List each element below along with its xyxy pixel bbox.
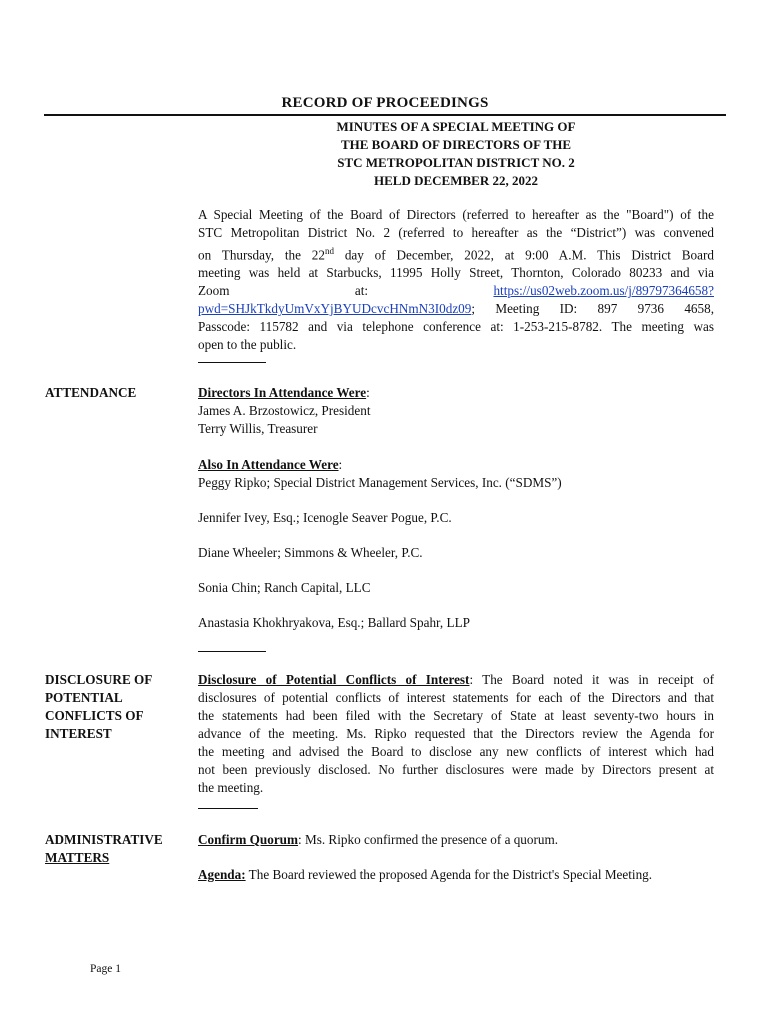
intro-text: ; Meeting ID: 897 9736 4658, bbox=[471, 301, 714, 317]
directors-heading-line: Directors In Attendance Were: bbox=[198, 385, 370, 400]
intro-line: STC Metropolitan District No. 2 (referred to hereafter as the “District”) was convened bbox=[198, 225, 714, 240]
director-entry: Terry Willis, Treasurer bbox=[198, 421, 318, 436]
intro-line: meeting was held at Starbucks, 11995 Holly Street, Thornton, Colorado 80233 and via bbox=[198, 265, 714, 281]
record-title: RECORD OF PROCEEDINGS bbox=[281, 95, 489, 111]
intro-paragraph bbox=[198, 206, 714, 354]
attendee-entry: Anastasia Khokhryakova, Esq.; Ballard Spahr, LLP bbox=[198, 615, 470, 630]
disclosure-label-line: POTENTIAL bbox=[45, 690, 123, 705]
disclosure-line: advance of the meeting. Ms. Ripko requested that the Directors review the Agenda for bbox=[198, 726, 714, 741]
disclosure-line: the meeting and advised the Board to disclose any new conflicts of interest which had bbox=[198, 744, 714, 759]
attendee-entry: Jennifer Ivey, Esq.; Icenogle Seaver Pogue, P.C. bbox=[198, 510, 452, 525]
attendance-label: ATTENDANCE bbox=[45, 385, 137, 400]
page-number: Page 1 bbox=[90, 963, 121, 975]
disclosure-section bbox=[198, 671, 714, 797]
intro-line: A Special Meeting of the Board of Directors (referred to hereafter as the "Board") of the bbox=[198, 207, 714, 222]
zoom-link-password[interactable]: pwd=SHJkTkdyUmVxYjBYUDcvcHNmN3I0dz09 bbox=[198, 301, 472, 317]
quorum-text: : Ms. Ripko confirmed the presence of a quorum. bbox=[298, 832, 559, 847]
disclosure-line: not been previously disclosed. No further disclosures were made by Directors present at bbox=[198, 762, 714, 777]
admin-label bbox=[45, 831, 195, 867]
disclosure-label-line: INTEREST bbox=[45, 726, 112, 741]
attendee-entry: Diane Wheeler; Simmons & Wheeler, P.C. bbox=[198, 545, 423, 560]
agenda-line bbox=[198, 866, 714, 884]
attendee-entry: Peggy Ripko; Special District Management Services, Inc. (“SDMS”) bbox=[198, 475, 562, 490]
ordinal-suffix: nd bbox=[324, 246, 334, 256]
disclosure-label-line: CONFLICTS OF bbox=[45, 708, 144, 723]
meeting-heading-line: THE BOARD OF DIRECTORS OF THE bbox=[340, 137, 572, 152]
admin-label-line: ADMINISTRATIVE bbox=[45, 832, 163, 847]
disclosure-line: the statements had been filed with the Secretary of State at least seventy-two hours in bbox=[198, 708, 714, 723]
director-entry: James A. Brzostowicz, President bbox=[198, 403, 371, 418]
intro-text: at: bbox=[354, 283, 369, 299]
attendee-entry: Sonia Chin; Ranch Capital, LLC bbox=[198, 580, 371, 595]
attendance-section bbox=[198, 384, 714, 632]
intro-text: day of December, 2022, at 9:00 A.M. This District Board bbox=[333, 247, 714, 263]
meeting-heading-line: STC METROPOLITAN DISTRICT NO. 2 bbox=[337, 155, 575, 170]
agenda-heading: Agenda: bbox=[198, 867, 246, 882]
disclosure-text: : The Board noted it was in receipt of bbox=[469, 672, 714, 687]
section-divider bbox=[198, 362, 266, 363]
quorum-heading: Confirm Quorum bbox=[198, 832, 299, 847]
intro-line bbox=[198, 282, 714, 300]
meeting-heading-line: MINUTES OF A SPECIAL MEETING OF bbox=[336, 119, 576, 134]
section-divider bbox=[198, 651, 266, 652]
zoom-link[interactable]: https://us02web.zoom.us/j/89797364658? bbox=[493, 283, 714, 299]
disclosure-line bbox=[198, 671, 714, 689]
admin-label-line: MATTERS bbox=[45, 850, 110, 865]
disclosure-line: the meeting. bbox=[198, 780, 264, 795]
directors-heading: Directors In Attendance Were bbox=[198, 385, 367, 400]
disclosure-label-line: DISCLOSURE OF bbox=[45, 672, 153, 687]
agenda-text: The Board reviewed the proposed Agenda for the District's Special Meeting. bbox=[245, 867, 653, 882]
also-attendance-heading: Also In Attendance Were bbox=[198, 457, 339, 472]
disclosure-label bbox=[45, 671, 195, 743]
disclosure-heading: Disclosure of Potential Conflicts of Interest bbox=[198, 672, 470, 687]
intro-line: Passcode: 115782 and via telephone conference at: 1-253-215-8782. The meeting was bbox=[198, 319, 714, 335]
meeting-heading-line: HELD DECEMBER 22, 2022 bbox=[374, 173, 538, 188]
intro-text: Zoom bbox=[198, 283, 230, 299]
disclosure-line: disclosures of potential conflicts of interest statements for each of the Directors and that bbox=[198, 690, 714, 705]
admin-section bbox=[198, 831, 714, 884]
intro-line bbox=[198, 300, 714, 318]
intro-line bbox=[198, 242, 714, 264]
quorum-line bbox=[198, 831, 714, 849]
intro-text: on Thursday, the 22 bbox=[198, 247, 325, 263]
meeting-heading bbox=[286, 118, 626, 190]
section-divider bbox=[198, 808, 258, 809]
also-heading-line: Also In Attendance Were: bbox=[198, 457, 343, 472]
header-divider bbox=[44, 114, 726, 116]
intro-line: open to the public. bbox=[198, 337, 297, 353]
